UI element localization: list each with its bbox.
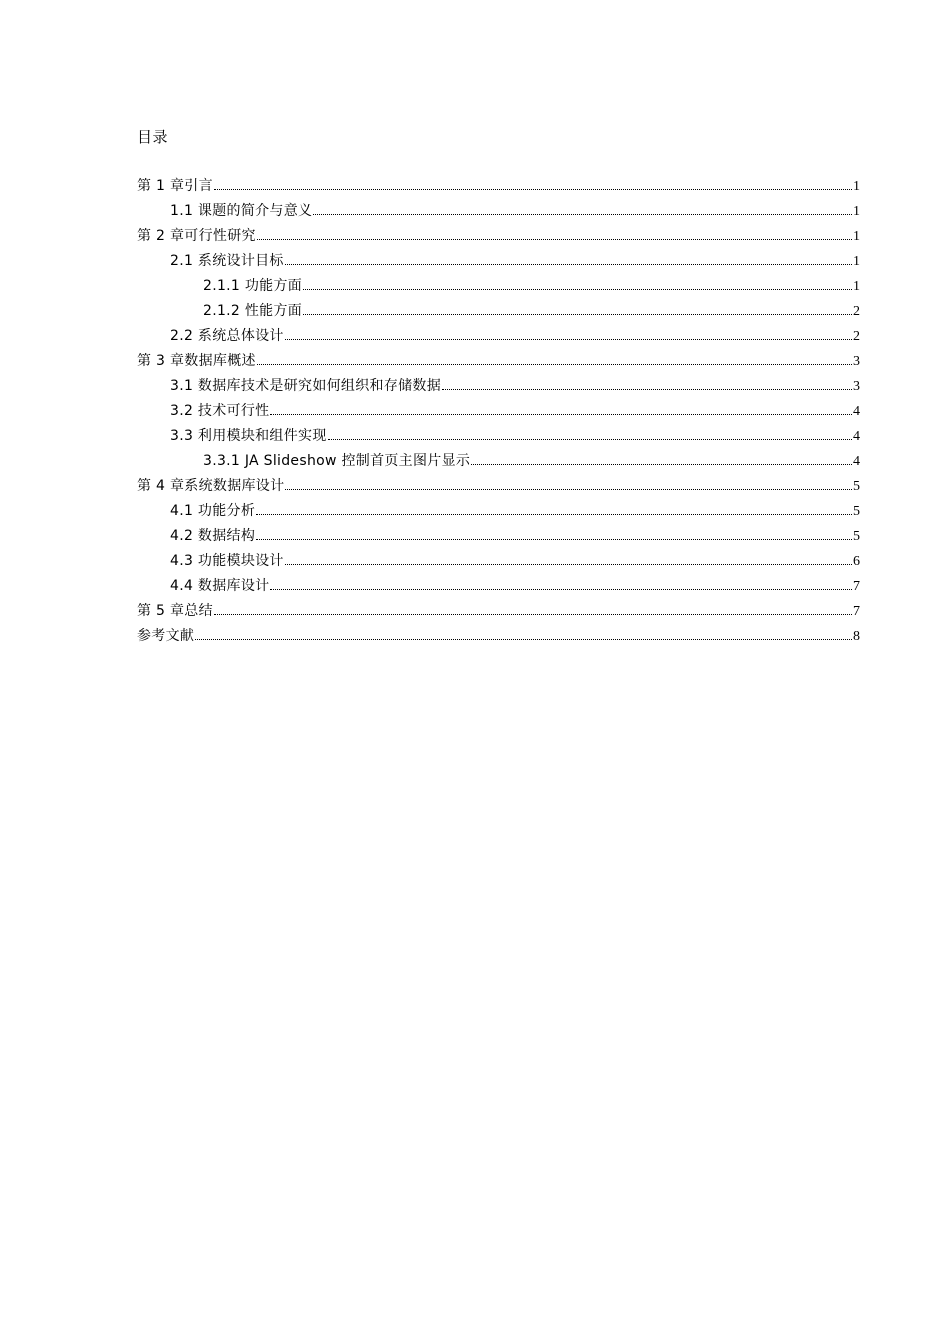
- toc-entry-title: 2.1.2 性能方面: [203, 303, 303, 319]
- toc-entry[interactable]: [137, 174, 860, 199]
- toc-dot-leader: [270, 413, 852, 415]
- toc-entry-title: 2.1 系统设计目标: [170, 253, 284, 269]
- toc-page-number: 5: [853, 479, 860, 494]
- toc-page-number: 1: [853, 254, 860, 269]
- toc-entry-title: 4.1 功能分析: [170, 503, 256, 519]
- toc-entry-title: 第 5 章总结: [137, 603, 213, 619]
- toc-heading: 目录: [137, 128, 169, 146]
- toc-dot-leader: [285, 563, 852, 565]
- toc-dot-leader: [195, 638, 852, 640]
- toc-entry-title: 第 1 章引言: [137, 178, 213, 194]
- toc-dot-leader: [285, 338, 852, 340]
- toc-page-number: 4: [853, 454, 860, 469]
- toc-page-number: 2: [853, 329, 860, 344]
- toc-page-number: 3: [853, 379, 860, 394]
- toc-page-number: 2: [853, 304, 860, 319]
- toc-page-number: 4: [853, 429, 860, 444]
- toc-entry-title: 4.4 数据库设计: [170, 578, 270, 594]
- toc-page-number: 1: [853, 204, 860, 219]
- toc-entry[interactable]: [137, 599, 860, 624]
- toc-entry[interactable]: [137, 624, 860, 649]
- toc-dot-leader: [256, 513, 852, 515]
- toc-dot-leader: [257, 363, 852, 365]
- toc-entry[interactable]: [137, 224, 860, 249]
- toc-entry[interactable]: [137, 499, 860, 524]
- toc-entry[interactable]: [137, 349, 860, 374]
- toc-page-number: 8: [853, 629, 860, 644]
- toc-entry-title: 3.3.1 JA Slideshow 控制首页主图片显示: [203, 453, 471, 469]
- toc-entry-title: 4.2 数据结构: [170, 528, 256, 544]
- toc-entry-title: 第 2 章可行性研究: [137, 228, 256, 244]
- toc-entry-title: 第 3 章数据库概述: [137, 353, 256, 369]
- toc-page-number: 5: [853, 529, 860, 544]
- toc-page-number: 4: [853, 404, 860, 419]
- toc-dot-leader: [214, 613, 852, 615]
- toc-dot-leader: [313, 213, 852, 215]
- toc-dot-leader: [442, 388, 852, 390]
- toc-page-number: 3: [853, 354, 860, 369]
- toc-entry[interactable]: [137, 374, 860, 399]
- table-of-contents: [137, 174, 860, 649]
- toc-entry[interactable]: [137, 399, 860, 424]
- toc-page-number: 7: [853, 579, 860, 594]
- toc-dot-leader: [303, 288, 852, 290]
- toc-dot-leader: [257, 238, 852, 240]
- toc-page-number: 6: [853, 554, 860, 569]
- toc-dot-leader: [328, 438, 852, 440]
- toc-entry-title: 3.2 技术可行性: [170, 403, 270, 419]
- toc-entry[interactable]: [137, 274, 860, 299]
- toc-entry[interactable]: [137, 249, 860, 274]
- toc-entry-title: 2.1.1 功能方面: [203, 278, 303, 294]
- toc-entry[interactable]: [137, 574, 860, 599]
- toc-entry[interactable]: [137, 474, 860, 499]
- toc-entry[interactable]: [137, 449, 860, 474]
- toc-dot-leader: [214, 188, 852, 190]
- toc-page-number: 7: [853, 604, 860, 619]
- toc-page-number: 1: [853, 179, 860, 194]
- toc-page-number: 5: [853, 504, 860, 519]
- toc-entry[interactable]: [137, 424, 860, 449]
- toc-dot-leader: [256, 538, 852, 540]
- toc-entry[interactable]: [137, 299, 860, 324]
- toc-entry-title: 1.1 课题的简介与意义: [170, 203, 313, 219]
- toc-entry[interactable]: [137, 324, 860, 349]
- toc-entry-title: 3.1 数据库技术是研究如何组织和存储数据: [170, 378, 442, 394]
- toc-dot-leader: [270, 588, 852, 590]
- toc-dot-leader: [285, 488, 852, 490]
- toc-entry-title: 参考文献: [137, 628, 195, 644]
- toc-page-number: 1: [853, 279, 860, 294]
- toc-page-number: 1: [853, 229, 860, 244]
- toc-entry-title: 4.3 功能模块设计: [170, 553, 284, 569]
- toc-entry-title: 2.2 系统总体设计: [170, 328, 284, 344]
- toc-dot-leader: [303, 313, 852, 315]
- toc-dot-leader: [471, 463, 852, 465]
- toc-entry-title: 第 4 章系统数据库设计: [137, 478, 285, 494]
- toc-entry[interactable]: [137, 524, 860, 549]
- toc-entry-title: 3.3 利用模块和组件实现: [170, 428, 327, 444]
- toc-entry[interactable]: [137, 549, 860, 574]
- toc-entry[interactable]: [137, 199, 860, 224]
- toc-dot-leader: [285, 263, 852, 265]
